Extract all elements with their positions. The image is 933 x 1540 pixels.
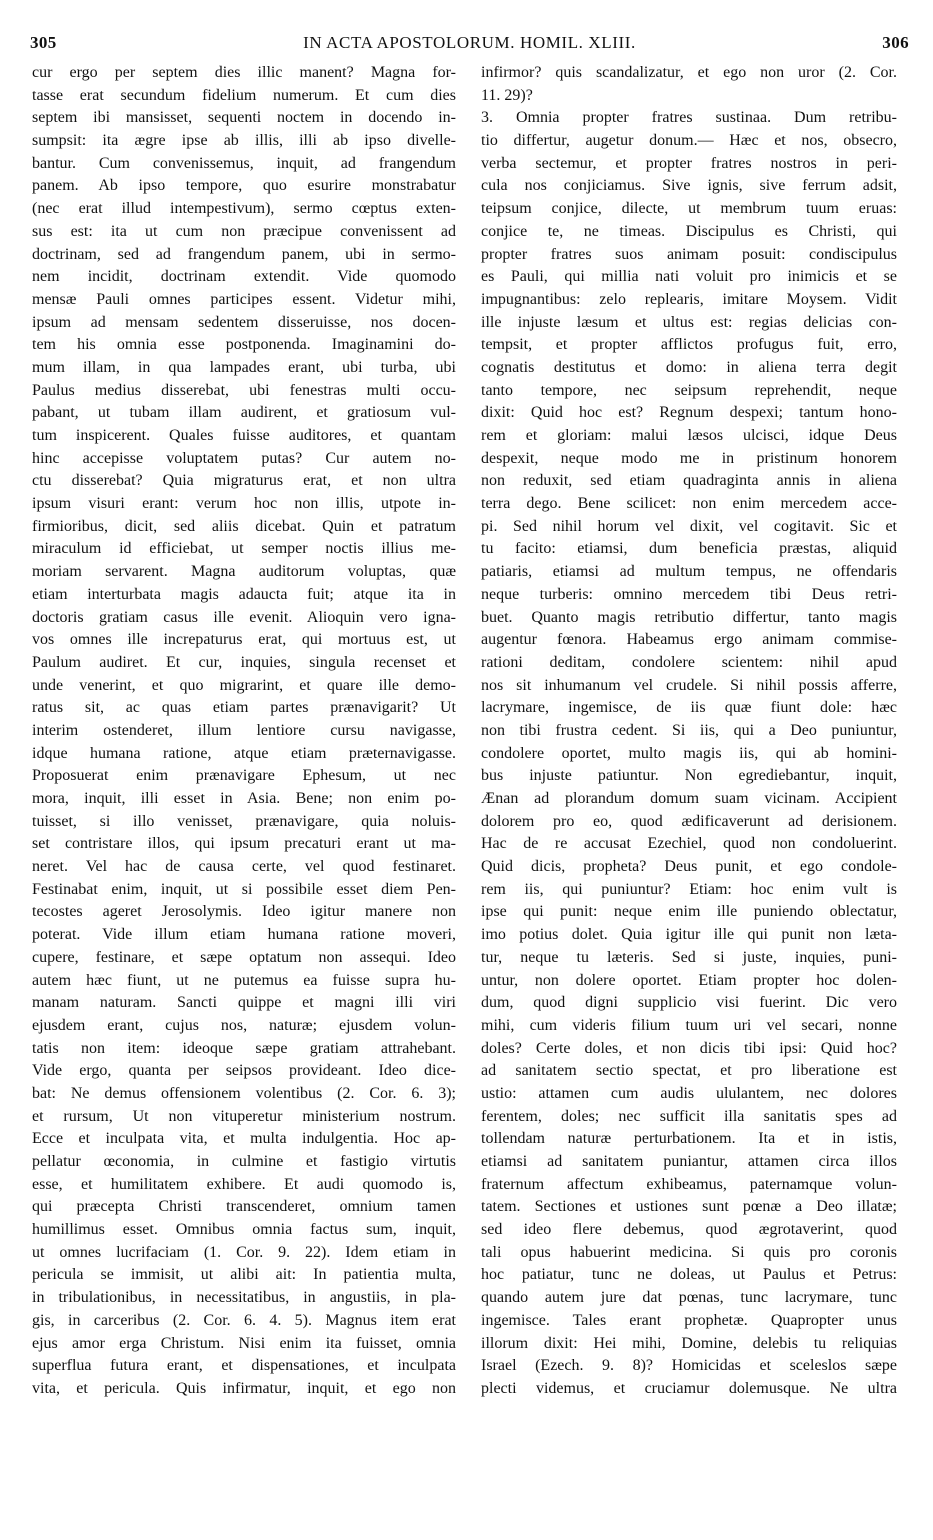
- text-line: ingemisce. Tales erant prophetæ. Quapropter unus: [481, 1311, 897, 1329]
- text-line: tanto tempore, nec seipsum reprehendit, neque: [481, 381, 897, 399]
- text-line: mum illam, in qua lampades erant, ubi turba, ubi: [32, 358, 456, 376]
- text-line: hinc accepisse voluptatem putas? Cur autem no-: [32, 449, 456, 467]
- text-line: tollendam naturæ perturbationem. Ita et in istis,: [481, 1130, 897, 1148]
- text-line: tuisset, si illo venisset, prænavigare, quia noluis-: [32, 812, 456, 830]
- text-line: Quid dicis, propheta? Deus punit, et ego condole-: [481, 858, 897, 876]
- text-line: bantur. Cum convenissemus, inquit, ad frangendum: [32, 154, 456, 172]
- text-line: pi. Sed nihil horum vel dixit, vel cogitavit. Sic et: [481, 517, 897, 535]
- text-line: neret. Vel hac de causa certe, vel quod festinaret.: [32, 858, 456, 876]
- text-line: despexit, neque modo me in pristinum honorem: [481, 449, 897, 467]
- text-line: non tibi frustra cedent. Si iis, qui a Deo puniuntur,: [481, 721, 897, 739]
- text-line: qui præcepta Christi transcenderet, omnium tamen: [32, 1198, 456, 1216]
- text-line: nos sit inhumanum vel crudele. Si nihil possis afferre,: [481, 676, 897, 694]
- text-line: ad sanitatem sectio spectat, et pro liberatione est: [481, 1062, 897, 1080]
- text-line: tali opus habuerint medicina. Si quis pro coronis: [481, 1243, 897, 1261]
- text-line: quando autem jure dat pœnas, tunc lacrymare, tunc: [481, 1289, 897, 1307]
- text-line: dum, quod digni supplicio visi fuerint. Dic vero: [481, 994, 897, 1012]
- text-line: augentur fœnora. Habeamus ergo animam commise-: [481, 631, 897, 649]
- text-line: manam naturam. Sancti quippe et magni illi viri: [32, 994, 456, 1012]
- text-line: septem ibi mansisset, sequenti noctem in docendo in-: [32, 109, 456, 127]
- running-head: [30, 33, 909, 59]
- text-line: lacrymare, ingemisce, de iis quæ fiunt dole: hæc: [481, 699, 897, 717]
- text-line: condolere oportet, multo magis iis, qui ab homini-: [481, 744, 897, 762]
- text-line: superflua futura erant, et dispensationes, et inculpata: [32, 1357, 456, 1375]
- text-line: esse, et humilitatem exhibere. Et audi quomodo is,: [32, 1175, 456, 1193]
- text-line: vos omnes ille increpaturus erat, qui mortuus est, ut: [32, 631, 456, 649]
- text-line: Vide ergo, quanta per seipsos provideant. Ideo dice-: [32, 1062, 456, 1080]
- text-line: dixit: Quid hoc est? Regnum despexi; tantum hono-: [481, 404, 897, 422]
- text-line: etiamsi ad sanitatem puniantur, attamen circa illos: [481, 1153, 897, 1170]
- text-line: Paulus medius disserebat, ubi fenestras multi occu-: [32, 381, 456, 399]
- text-line: mora, inquit, illi esset in Asia. Bene; non enim po-: [32, 790, 456, 807]
- text-line: cula nos conjiciamus. Sive ignis, sive ferrum adsit,: [481, 177, 897, 195]
- text-line: ut omnes lucrifaciam (1. Cor. 9. 22). Idem etiam in: [32, 1243, 456, 1261]
- text-line: tasse erat secundum fidelium numerum. Et cum dies: [32, 86, 456, 104]
- text-line: sumpsit: ita ægre ipse ab illis, illi ab ipso divelle-: [32, 132, 456, 150]
- text-line: rem iis, qui puniuntur? Etiam: hoc enim vult is: [481, 880, 897, 898]
- text-line: fraternum affectum exhibeamus, paternamque volun-: [481, 1175, 897, 1193]
- text-line: doctoris gratiam casus ille evenit. Alioquin vero igna-: [32, 608, 456, 626]
- text-line: ipsum visuri erant: verum hoc non illis, utpote in-: [32, 495, 456, 513]
- text-line: mensæ Pauli omnes participes essent. Videtur mihi,: [32, 290, 456, 308]
- text-line: nem incidit, doctrinam extendit. Vide quomodo: [32, 268, 456, 286]
- text-line: bus injuste patiuntur. Non egrediebantur, inquit,: [481, 767, 897, 785]
- text-line: ustio: attamen cum audis ululantem, nec dolores: [481, 1084, 897, 1102]
- text-line: es Pauli, qui millia nati voluit pro inimicis et se: [481, 268, 897, 286]
- text-line: Israel (Ezech. 9. 8)? Homicidas et sceleslos sæpe: [481, 1357, 897, 1375]
- text-line: Festinabat enim, inquit, ut si possibile esset diem Pen-: [32, 880, 456, 898]
- text-line: tio differtur, augetur donum.— Hæc et nos, obsecro,: [481, 132, 897, 150]
- text-line: bat: Ne demus offensionem volentibus (2. Cor. 6. 3);: [32, 1084, 456, 1102]
- text-line: teipsum conjice, dilecte, ut membrum tuum eruas:: [481, 200, 897, 218]
- text-line: cognatis destitutus et domo: in aliena terra degit: [481, 358, 897, 376]
- text-line: panem. Ab ipso tempore, quo esurire monstrabatur: [32, 177, 456, 195]
- text-line: illorum dixit: Hei mihi, Domine, delebis tu reliquias: [481, 1334, 897, 1352]
- text-line: plecti videmus, et cruciamur dolemusque. Ne ultra: [481, 1379, 897, 1397]
- text-line: tecostes ageret Jerosolymis. Ideo igitur manere non: [32, 903, 456, 921]
- text-line: rationi deditam, condolere scientem: nihil apud: [481, 653, 897, 671]
- text-line: ipsum ad mensam sedentem disseruisse, nos docen-: [32, 313, 456, 331]
- running-title: IN ACTA APOSTOLORUM. HOMIL. XLIII.: [303, 33, 636, 52]
- text-line: verba sectemur, et propter fratres nostros in peri-: [481, 154, 897, 172]
- text-line: interim ostenderet, illum lentiore cursu navigasse,: [32, 721, 456, 739]
- page-number-right: 306: [882, 33, 909, 52]
- text-line: patiaris, etiamsi ad multum tempus, ne offendaris: [481, 563, 897, 581]
- text-line: ctu disserebat? Quia migraturus erat, et non ultra: [32, 472, 456, 490]
- text-line: doles? Certe doles, et non dicis tibi ipsi: Quid hoc?: [481, 1039, 897, 1057]
- text-line: mihi, cum videris filium tuum uri vel secari, nonne: [481, 1016, 897, 1034]
- text-line: 3. Omnia propter fratres sustinaa. Dum retribu-: [481, 109, 897, 127]
- text-line: imo potius dolet. Quia igitur ille qui punit non læta-: [481, 926, 897, 944]
- text-line: Ænan ad plorandum domum suam vicinam. Accipient: [481, 790, 897, 807]
- text-line: sus est: ita ut cum non præcipue convenissent ad: [32, 222, 456, 240]
- text-line: tatis non item: ideoque sæpe gratiam attrahebant.: [32, 1039, 456, 1057]
- text-line: conjice te, ne timeas. Discipulus es Christi, qui: [481, 222, 897, 240]
- text-line: idque humana ratione, atque etiam præternavigasse.: [32, 744, 456, 762]
- text-line: tur, neque tu læteris. Sed si juste, inquies, puni-: [481, 948, 897, 966]
- text-line: tatem. Sectiones et ustiones sunt pœnæ a Deo illatæ;: [481, 1198, 897, 1216]
- left-column: [32, 62, 456, 1401]
- text-line: Proposuerat enim prænavigare Ephesum, ut nec: [32, 767, 456, 785]
- text-line: set contristare illos, qui ipsum precaturi erant ut ma-: [32, 835, 456, 853]
- text-line: cupere, festinare, et sæpe optatum non assequi. Ideo: [32, 948, 456, 966]
- text-line: humillimus esset. Omnibus omnia factus sum, inquit,: [32, 1221, 456, 1239]
- text-line: tem his omnia esse postponenda. Imaginamini do-: [32, 336, 456, 354]
- text-line: etiam interturbata magis adaucta fuit; atque ita in: [32, 585, 456, 603]
- page-number-left: 305: [30, 33, 57, 52]
- text-line: (nec erat illud intempestivum), sermo cœptus exten-: [32, 200, 456, 218]
- text-line: pericula se immisit, ut alibi ait: In patientia multa,: [32, 1266, 456, 1284]
- text-line: dolorem pro eo, quod ædificaverunt ad derisionem.: [481, 812, 897, 830]
- text-line: cur ergo per septem dies illic manent? Magna for-: [32, 64, 456, 81]
- text-line: ejusdem erant, cujus nos, naturæ; ejusdem volun-: [32, 1016, 456, 1034]
- text-line: doctrinam, sed ad frangendum panem, ubi in sermo-: [32, 245, 456, 263]
- text-line: non reduxit, sed etiam quadraginta annis in aliena: [481, 472, 897, 490]
- text-line: vita, et pericula. Quis infirmatur, inquit, et ego non: [32, 1379, 456, 1397]
- text-line: et rursum, Ut non vituperetur ministerium nostrum.: [32, 1107, 456, 1125]
- text-line: impugnantibus: zelo replearis, imitare Moysem. Vidit: [481, 290, 897, 308]
- text-line: buet. Quanto magis retributio differtur, tanto magis: [481, 608, 897, 626]
- text-line: terra dego. Bene scilicet: non enim mercedem acce-: [481, 495, 897, 513]
- right-column: [481, 62, 897, 1401]
- text-line: Paulum audiret. Et cur, inquies, singula recenset et: [32, 653, 456, 671]
- text-line: sed ideo flere debemus, quod ægrotaverint, quod: [481, 1221, 897, 1239]
- text-line: pellatur œconomia, in culmine et fastigio virtutis: [32, 1153, 456, 1170]
- text-line: 11. 29)?: [481, 86, 533, 104]
- text-line: tempsit, et propter afflictos profugus fuit, erro,: [481, 336, 897, 354]
- text-line: hoc patiatur, tunc ne doleas, ut Paulus et Petrus:: [481, 1266, 897, 1284]
- text-line: ille injuste læsum et ultus est: regias delicias con-: [481, 313, 897, 331]
- text-line: ejus amor erga Christum. Nisi enim ita fuisset, omnia: [32, 1334, 456, 1352]
- text-line: neque turberis: omnino mercedem tibi Deus retri-: [481, 585, 897, 603]
- text-line: untur, non dolere oportet. Etiam propter hoc dolen-: [481, 971, 897, 989]
- text-line: unde venerint, et quo migrarint, et quare ille demo-: [32, 676, 456, 694]
- text-line: firmioribus, dicit, sed aliis dicebat. Quin et patratum: [32, 517, 456, 535]
- text-line: Ecce et inculpata vita, et multa indulgentia. Hoc ap-: [32, 1130, 456, 1148]
- text-line: ferentem, doles; nec sufficit illa sanitatis spes ad: [481, 1107, 897, 1125]
- text-line: pabant, ut tubam illam audirent, et gratiosum vul-: [32, 404, 456, 422]
- text-line: poterat. Vide illum etiam humana ratione moveri,: [32, 926, 456, 944]
- text-line: ratus sit, ac quas etiam partes prænavigarit? Ut: [32, 699, 456, 717]
- text-line: tu facito: etiamsi, dum beneficia præstas, aliquid: [481, 540, 897, 558]
- text-line: in tribulationibus, in necessitatibus, in angustiis, in pla-: [32, 1289, 456, 1307]
- text-line: autem hæc fiunt, ut ne putemus ea fuisse supra hu-: [32, 971, 456, 989]
- text-line: rem et gloriam: malui læsos ulcisci, idque Deus: [481, 427, 897, 444]
- text-line: propter fratres suos animam posuit: condiscipulus: [481, 245, 897, 263]
- text-line: infirmor? quis scandalizatur, et ego non uror (2. Cor.: [481, 64, 897, 81]
- text-line: Hac de re accusat Ezechiel, quod non condoluerint.: [481, 835, 897, 853]
- text-line: gis, in carceribus (2. Cor. 6. 4. 5). Magnus item erat: [32, 1311, 456, 1329]
- text-line: tum inspicerent. Quales fuisse auditores, et quantam: [32, 427, 456, 444]
- text-line: moriam servarent. Magna auditorum voluptas, quæ: [32, 563, 456, 581]
- text-line: miraculum id efficiebat, ut semper noctis illius me-: [32, 540, 456, 558]
- text-line: ipse qui punit: neque enim ille puniendo oblectatur,: [481, 903, 897, 921]
